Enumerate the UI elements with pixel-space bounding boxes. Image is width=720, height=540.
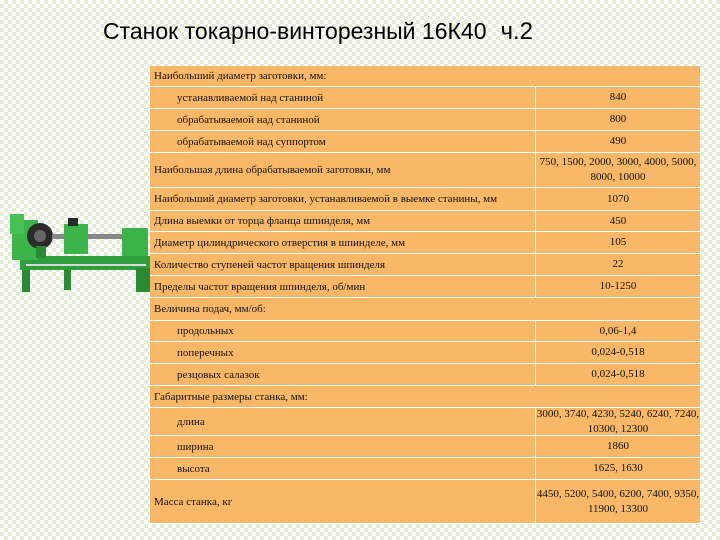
parameter-value: 0,06-1,4 <box>599 324 637 337</box>
title-main: Станок токарно-винторезный 16К40 <box>103 18 487 44</box>
table-row <box>150 66 700 87</box>
table-row <box>150 321 700 342</box>
parameter-label: Масса станка, кг <box>154 495 233 508</box>
parameter-label: резцовых салазок <box>177 368 260 381</box>
parameter-value: 1070 <box>607 192 629 205</box>
lead-screw <box>26 264 146 266</box>
lathe-leg-middle <box>64 270 71 290</box>
gearbox <box>36 246 46 258</box>
parameter-value: 10-1250 <box>599 280 637 292</box>
parameter-value: 840 <box>609 91 627 103</box>
title-part: ч.2 <box>500 18 534 45</box>
table-row <box>150 153 700 188</box>
parameter-label: обрабатываемой над суппортом <box>177 135 326 148</box>
parameter-label: продольных <box>177 325 234 337</box>
lathe-machine-illustration <box>6 190 160 300</box>
chuck-center <box>34 230 46 242</box>
parameter-label: Диаметр цилиндрического отверстия в шпинделе, мм <box>154 236 406 249</box>
specifications-table <box>150 66 700 524</box>
parameter-label: устанавливаемой над станиной <box>177 91 324 104</box>
table-row <box>150 386 700 408</box>
table-row <box>150 211 700 232</box>
parameter-value: 3000, 3740, 4230, 5240, 6240, 7240, 10300, 12300 <box>536 407 700 435</box>
parameter-label: ширина <box>177 440 214 453</box>
parameter-value: 450 <box>609 214 627 227</box>
parameter-label: Величина подач, мм/об: <box>154 303 266 315</box>
table-row <box>150 109 700 131</box>
parameter-value: 1860 <box>607 440 629 452</box>
parameter-label: Наибольший диаметр заготовки, устанавливаемой в выемке станины, мм <box>154 193 498 205</box>
parameter-value: 22 <box>612 258 624 270</box>
table-row <box>150 87 700 109</box>
parameter-label: Количество ступеней частот вращения шпинделя <box>154 258 386 271</box>
parameter-value: 750, 1500, 2000, 3000, 4000, 5000, 8000, 10000 <box>539 156 697 183</box>
table-row <box>150 188 700 211</box>
parameter-label: длина <box>177 415 205 428</box>
parameter-label: Длина выемки от торца фланца шпинделя, мм <box>154 215 371 227</box>
table-row <box>150 232 700 254</box>
slide-title <box>103 18 533 46</box>
parameter-value: 800 <box>609 113 627 125</box>
table-row <box>150 436 700 458</box>
parameter-value: 105 <box>609 236 627 248</box>
parameter-label: Пределы частот вращения шпинделя, об/мин <box>154 280 366 293</box>
tool-post <box>68 218 78 226</box>
parameter-label: высота <box>177 462 210 475</box>
carriage <box>64 224 88 254</box>
parameter-label: Наибольшая длина обрабатываемой заготовки, мм <box>154 164 391 176</box>
parameter-label: поперечных <box>177 346 234 359</box>
table-row <box>150 458 700 480</box>
table-row <box>150 276 700 298</box>
table-row <box>150 131 700 153</box>
parameter-value: 490 <box>609 135 627 147</box>
parameter-value: 0,024-0,518 <box>591 346 645 358</box>
parameter-label: обрабатываемой над станиной <box>177 113 320 126</box>
tailstock <box>122 228 148 256</box>
parameter-value: 1625, 1630 <box>593 462 643 474</box>
parameter-value: 4450, 5200, 5400, 6200, 7400, 9350, 11900, 13300 <box>536 487 700 515</box>
lathe-bed <box>20 256 156 270</box>
table-row <box>150 364 700 386</box>
table-row <box>150 342 700 364</box>
parameter-value: 0,024-0,518 <box>591 368 645 380</box>
table-row <box>150 298 700 321</box>
table-row <box>150 254 700 276</box>
parameter-label: Наибольший диаметр заготовки, мм: <box>154 70 327 82</box>
motor-housing <box>10 214 24 234</box>
lathe-leg-left <box>22 270 30 292</box>
parameter-label: Габаритные размеры станка, мм: <box>154 390 308 403</box>
table-row <box>150 480 700 524</box>
table-row <box>150 408 700 436</box>
